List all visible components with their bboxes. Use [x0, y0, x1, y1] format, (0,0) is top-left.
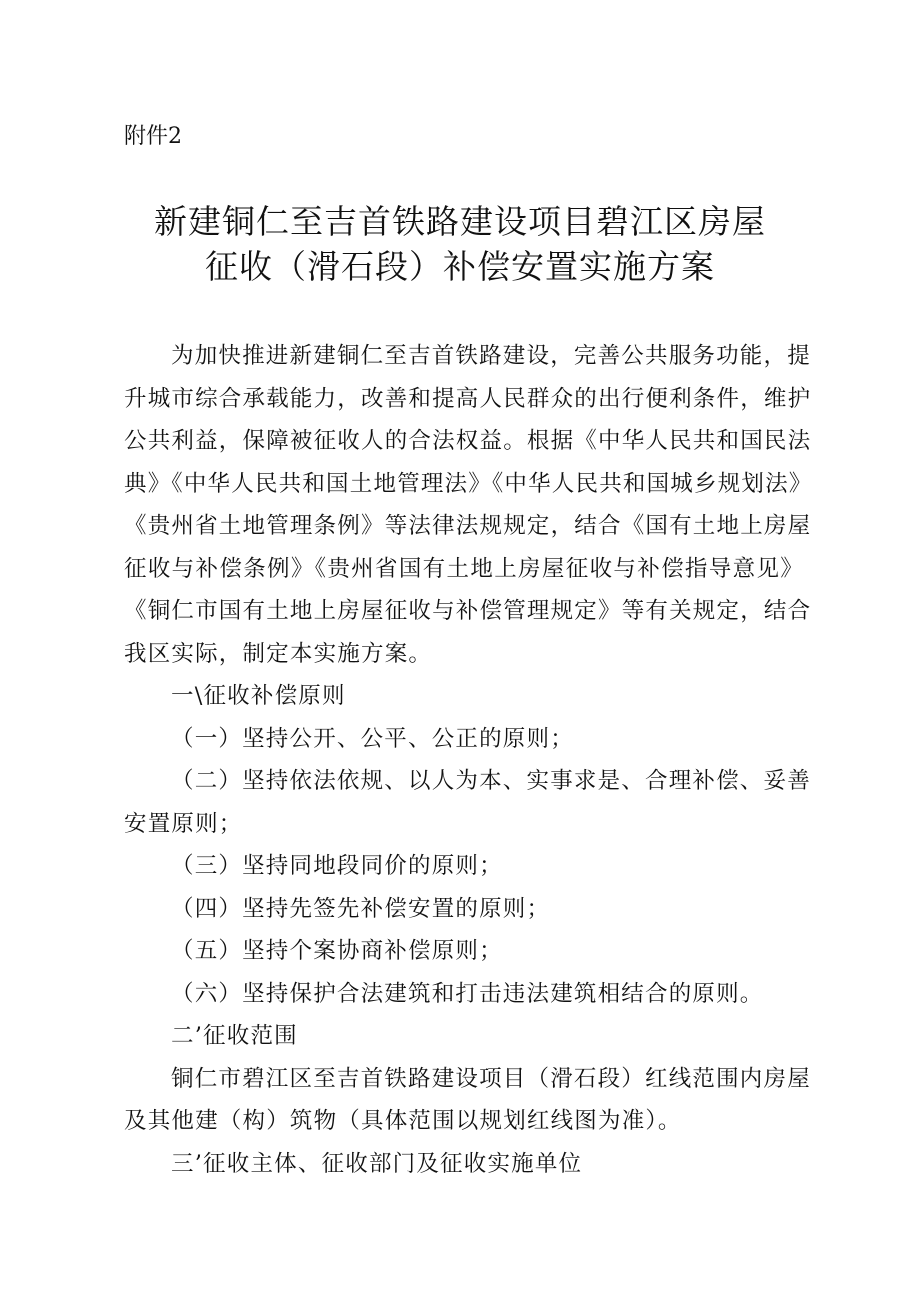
paragraph-intro-line: 征收与补偿条例》《贵州省国有土地上房屋征收与补偿指导意见》 [124, 555, 804, 582]
paragraph-intro-line: 《铜仁市国有土地上房屋征收与补偿管理规定》等有关规定，结合 [124, 598, 812, 624]
principle-item-5: （五）坚持个案协商补偿原则； [171, 938, 503, 964]
principle-item-1: （一）坚持公开、公平、公正的原则； [171, 725, 574, 752]
attachment-label: 附件2 [124, 124, 182, 149]
principle-item-2: （二）坚持依法依规、以人为本、实事求是、合理补偿、妥善 [171, 768, 811, 794]
section-heading-2: 二’征收范围 [171, 1023, 298, 1049]
principle-item-6: （六）坚持保护合法建筑和打击违法建筑相结合的原则。 [171, 980, 764, 1007]
paragraph-intro-line: 为加快推进新建铜仁至吉首铁路建设，完善公共服务功能，提 [171, 343, 811, 369]
principle-item-2-continued: 安置原则； [124, 810, 243, 837]
scope-paragraph-line: 及其他建（构）筑物（具体范围以规划红线图为准）。 [124, 1108, 682, 1134]
section-heading-1: 一\征收补偿原则 [171, 683, 346, 709]
section-heading-3: 三’征收主体、征收部门及征收实施单位 [171, 1150, 583, 1177]
document-title-line-1: 新建铜仁至吉首铁路建设项目碧江区房屋 [154, 202, 766, 241]
document-title-line-2: 征收（滑石段）补偿安置实施方案 [205, 247, 715, 286]
principle-item-3: （三）坚持同地段同价的原则； [171, 853, 503, 879]
paragraph-intro-line: 《贵州省土地管理条例》等法律法规规定，结合《国有土地上房屋 [124, 513, 812, 539]
paragraph-intro-line: 我区实际，制定本实施方案。 [124, 640, 433, 667]
paragraph-intro-line: 典》《中华人民共和国土地管理法》《中华人民共和国城乡规划法》 [124, 470, 813, 497]
paragraph-intro-line: 公共利益，保障被征收人的合法权益。根据《中华人民共和国民法 [124, 428, 812, 454]
document-body [124, 335, 813, 1185]
paragraph-intro-line: 升城市综合承载能力，改善和提高人民群众的出行便利条件，维护 [124, 385, 812, 412]
principle-item-4: （四）坚持先签先补偿安置的原则； [171, 895, 551, 922]
scope-paragraph-line: 铜仁市碧江区至吉首铁路建设项目（滑石段）红线范围内房屋 [171, 1065, 811, 1092]
